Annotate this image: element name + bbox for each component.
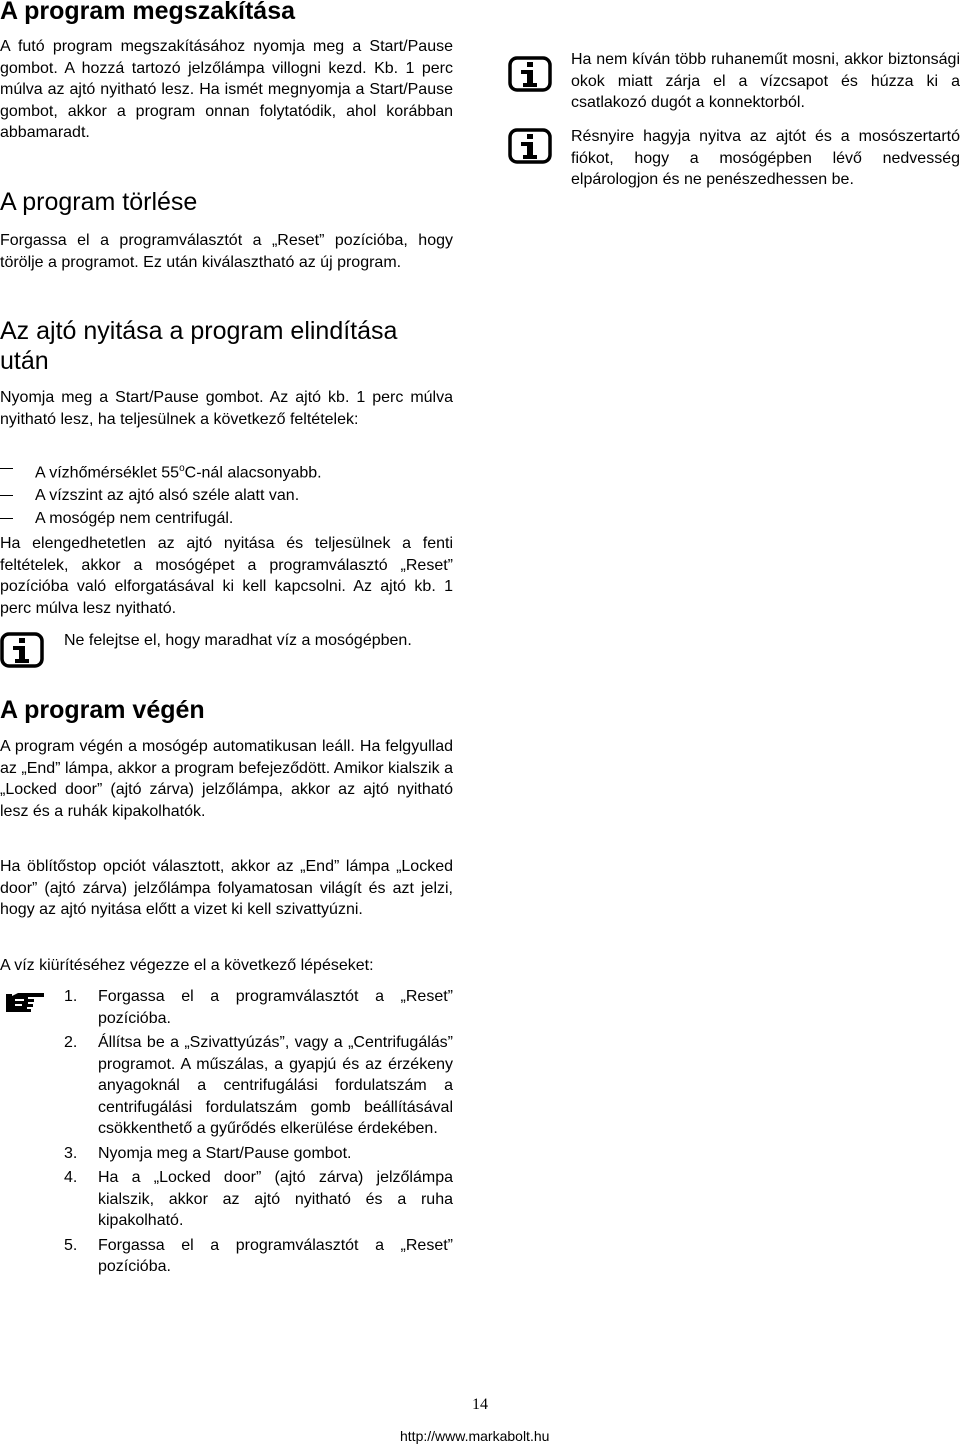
step-number: 3. [64, 1144, 78, 1162]
footer-url-link[interactable]: http://www.markabolt.hu [400, 1428, 550, 1444]
step-number: 1. [64, 988, 78, 1005]
condition-item: A mosógép nem centrifugál. [0, 507, 453, 530]
step-number: 2. [64, 1034, 78, 1051]
section-title-program-delete: A program törlése [0, 188, 198, 216]
step-item [0, 1235, 453, 1278]
step-text: Állítsa be a „Szivattyúzás”, vagy a „Centrifugálás” programot. A műszálas, a gyapjú és az érzékeny anyagoknál a centrifugálási fordulatszám a centrifugálási fordulatszám gomb beállításával csökkenthető a gyűrődés elkerülése érdekében. [98, 1034, 453, 1137]
note-water-remains [0, 630, 453, 674]
condition-text: A vízhőmérséklet 55 [35, 464, 180, 482]
paragraph-program-interrupt: A futó program megszakításához nyomja meg a Start/Pause gombot. A hozzá tartozó jelzőlámpa villogni kezd. Kb. 1 perc múlva az ajtó nyitható lesz. Ha ismét megnyomja a Start/Pause gombot, akkor a program onnan folytatódik, ahol korábban abbamaradt. [0, 38, 453, 141]
step-item [0, 1143, 453, 1165]
paragraph-door-open-force: Ha elengedhetetlen az ajtó nyitása és teljesülnek a fenti feltételek, akkor a mosógépet a programválasztó „Reset” pozícióba való elforgatásával ki kell kapcsolni. Az ajtó kb. 1 perc múlva lesz nyitható. [0, 535, 453, 617]
page-number: 14 [472, 1396, 488, 1413]
door-conditions-list [0, 457, 453, 530]
paragraph-program-end-2: Ha öblítőstop opciót választott, akkor az „End” lámpa „Locked door” (ajtó zárva) jelzőlámpa folyamatosan világít és azt jelzi, hogy az ajtó nyitása előtt a vizet ki kell szivattyúzni. [0, 858, 453, 918]
step-text: Forgassa el a programválasztót a „Reset” pozícióba. [98, 988, 453, 1027]
condition-item: A vízszint az ajtó alsó széle alatt van. [0, 484, 453, 507]
paragraph-program-end-3: A víz kiürítéséhez végezze el a következő lépéseket: [0, 957, 374, 974]
condition-text: C-nál alacsonyabb. [184, 464, 322, 482]
step-number: 5. [64, 1236, 78, 1254]
info-icon [508, 56, 552, 92]
drain-steps-list [0, 986, 453, 1278]
section-title-program-end: A program végén [0, 696, 205, 724]
step-item [0, 986, 453, 1029]
section-title-door-open: Az ajtó nyitása a program elindítása után [0, 317, 398, 375]
note-leave-door-open: Résnyire hagyja nyitva az ajtót és a mosószertartó fiókot, hogy a mosógépben lévő nedvesség elpárologjon és ne penészedhessen be. [571, 128, 960, 188]
step-number: 4. [64, 1169, 78, 1186]
note-text: Ne felejtse el, hogy maradhat víz a mosógépben. [64, 632, 412, 649]
step-item [0, 1167, 453, 1232]
step-text: Nyomja meg a Start/Pause gombot. [98, 1144, 352, 1162]
info-icon [508, 128, 552, 164]
section-title-program-interrupt: A program megszakítása [0, 0, 296, 25]
paragraph-door-open-intro: Nyomja meg a Start/Pause gombot. Az ajtó kb. 1 perc múlva nyitható lesz, ha teljesülnek a következő feltételek: [0, 389, 453, 428]
step-item [0, 1032, 453, 1140]
degree-sup: o [179, 463, 185, 474]
info-icon [0, 632, 44, 668]
paragraph-program-end-1: A program végén a mosógép automatikusan leáll. Ha felgyullad az „End” lámpa, akkor a program befejeződött. Amikor kialszik a „Locked door” (ajtó zárva) jelzőlámpa, akkor az ajtó nyitható lesz és a ruhák kipakolhatók. [0, 738, 453, 820]
condition-item [0, 457, 453, 484]
step-text: Forgassa el a programválasztót a „Reset” pozícióba. [98, 1236, 453, 1275]
paragraph-program-delete: Forgassa el a programválasztót a „Reset” pozícióba, hogy törölje a programot. Ez után kiválasztható az új program. [0, 232, 453, 271]
note-turn-off-water: Ha nem kíván több ruhaneműt mosni, akkor biztonsági okok miatt zárja el a vízcsapot és húzza ki a csatlakozó dugót a konnektorból. [571, 51, 960, 111]
step-text: Ha a „Locked door” (ajtó zárva) jelzőlámpa kialszik, akkor az ajtó nyitható és a ruha kipakolható. [98, 1169, 453, 1229]
